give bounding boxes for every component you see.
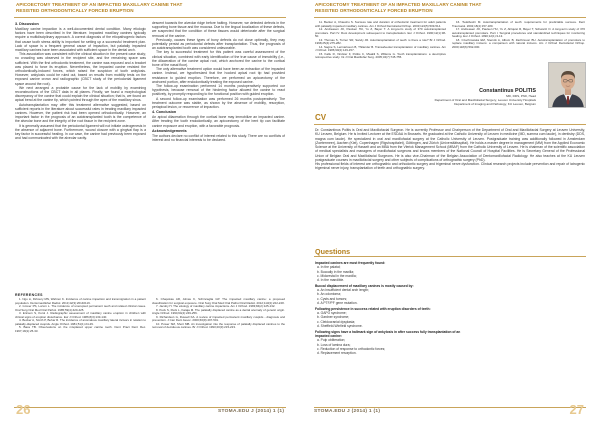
running-header-right: APICOECTOMY TREATMENT OF AN IMPACTED MAXILLARY CANINE THAT RESISTED ORTHODONTICALLY FORCED ERUPTION bbox=[315, 2, 482, 13]
answer-option: d. Replacement resorption. bbox=[317, 350, 357, 355]
references-column-3 bbox=[315, 21, 446, 63]
reference-item: 8. Peck S, Peck L, Kataja M. The palatally displaced canine as a dental anomaly of genetic origin. Angle Orthod. 1994;64(4):249-256. bbox=[152, 307, 285, 316]
reference-item: 14. Sagne S, Lennartsson B, Thilander B. Transalveolar transplantation of maxillary canines. Am J Orthod. 1986;90(2):149-157. bbox=[315, 44, 446, 53]
questions-title: Questions bbox=[315, 247, 351, 256]
author-affiliation bbox=[356, 95, 536, 107]
answer-option: d. Sheffield-Winfield syndrome. bbox=[317, 323, 363, 328]
references-column-4 bbox=[452, 21, 585, 63]
answer-option: b. An odontoma; bbox=[317, 292, 342, 297]
references-column-2 bbox=[152, 298, 285, 403]
cv-paragraph: His professional fields of interest are orthognathic and orthodontic surgery and trigeminal nerve dysfunction. Clinical research projects include prevention and repair of iatrogenic trigeminal nerve injury, transplantation of teeth and orthognathic surgery. bbox=[315, 162, 585, 171]
answer-option: b. Loss of lamina dura; bbox=[317, 342, 351, 347]
reference-item: 2. Grover PS, Lorton L. The incidence of unerupted permanent teeth and related clinical cases. Oral Surg Oral Med Oral Pathol. 1985;59(4):420-425. bbox=[15, 304, 146, 312]
reference-item: 12. Andreasen JO, Paulsen HU, Yu Z, Bayer T. A long-term study of 370 autotransplanted premolars. Part IV. Root development subsequent to transplantation. Eur J Orthod. 1990;12(1):38-50. bbox=[315, 27, 446, 39]
answer-option: b. Buccally in the maxilla; bbox=[317, 269, 355, 274]
question-text: Following persistence in success related with eruption disorders of teeth: bbox=[315, 307, 431, 312]
author-photo bbox=[548, 62, 586, 108]
journal-footer: STOMA.EDU J (2014) 1 (1) bbox=[314, 409, 381, 414]
reference-item: 3. Ericson S, Kurol J. Radiographic assessment of maxillary canine eruption in children with clinical signs of eruption disturbance. Eur J Orthod. 1986;8(3):133-140. bbox=[15, 311, 146, 319]
paragraph: descent towards the alveolar ridge before halting. However, we detected defects in the supporting bone tissue and the mucosa. Due to the lingual localization of these defects, we suspected that the condition of these tissues would deteriorate after the surgical removal of the canine. bbox=[152, 21, 285, 38]
reference-item: 7. Jacoby H. The etiology of maxillary canine impactions. Am J Orthod. 1983;84(2):125-132. bbox=[156, 304, 276, 309]
answer-option: b. Gardner syndrome; bbox=[317, 315, 350, 320]
answer-option: a. GAPO syndrome; bbox=[317, 311, 347, 316]
reference-item: 5. Bass TB. Observations on the misplaced upper canine tooth. Dent Pract Dent Rec. 1967;18(1):25-33. bbox=[15, 325, 146, 333]
footer-rule-left bbox=[14, 407, 286, 408]
right-page bbox=[300, 0, 600, 424]
question-block bbox=[315, 261, 475, 282]
question-block bbox=[315, 330, 475, 355]
page-number-right: 27 bbox=[569, 402, 584, 417]
answer-option: c. Cleidocranial dysplasia; bbox=[317, 319, 356, 324]
reference-item: 11. Becker A, Chaushu S. Success rate and duration of orthodontic treatment for adult patients with palatally impacted maxillary canines. Am J Orthod Dentofacial Orthop. 2003;124(5):509-514. bbox=[315, 21, 446, 28]
section-title-discussion: 3. Discussion bbox=[15, 22, 39, 26]
paragraph: The only alternative treatment option would have been an extraction of the impacted canine. Instead, we hypothesized that the hooked apical root tip had provided resistance to guided eruption. Therefore, we performed an apicoectomy of the anchored portion, after endodontically treating the exposed canine. bbox=[152, 67, 285, 84]
cv-rule bbox=[314, 124, 586, 125]
author-box bbox=[314, 62, 586, 108]
cv-text bbox=[315, 128, 585, 171]
answer-option: d. A PTF/PF gene mutation. bbox=[317, 300, 358, 305]
cv-title: CV bbox=[315, 113, 327, 122]
acknowledgements-title: Acknowledgements bbox=[152, 128, 187, 133]
reference-item: 9. Richardson G, Russell KA. A review of impacted permanent maxillary cuspids - diagnosis and prevention. J Can Dent Assoc. 2000;66(9):497-501. bbox=[152, 314, 285, 323]
discussion-column bbox=[15, 21, 146, 290]
questions-list bbox=[315, 259, 475, 355]
answer-option: a. Pulp obliteration; bbox=[317, 338, 346, 343]
answer-option: c. Midcrestal in the maxilla; bbox=[317, 273, 357, 278]
reference-item: 13. Thomas S, Turner SR, Sandy JR. Autotransplantation of teeth: is there a role? Br J Orthod. 1998;25(4):275-282. bbox=[315, 37, 446, 46]
question-block bbox=[315, 284, 475, 305]
discussion-column-2 bbox=[152, 21, 285, 290]
author-institution: Department of Imaging and Pathology, KU Leuven, Belgium bbox=[454, 101, 536, 106]
paragraph: A second follow-up examination was performed 26 months postoperatively. The treatment outcome was stable, as shown by the absence of mobility, resorption, periapical lesion, or recurrence of impaction. bbox=[152, 96, 285, 110]
reference-item: 17. Andreasen JO, Paulsen HU, Yu Z, Ahlquist R, Bayer T, Schwartz O. A long-term study of 370 autotransplanted premolars. Part I. Surgical procedures and standardized techniques for monitoring healing. Eur J Orthod. 1990;12(1):3-13. bbox=[452, 27, 585, 39]
answer-option: a. An insufficient dental arch length; bbox=[317, 288, 369, 293]
question-text: Buccal displacement of maxillary canines is mostly caused by: bbox=[315, 284, 414, 289]
section-title-conclusion: 4. Conclusion bbox=[152, 110, 177, 115]
answer-option: d. In the mandible. bbox=[317, 277, 345, 282]
page-number-left: 26 bbox=[16, 402, 31, 417]
reference-item: 15. Kallu R, Vinckier F, Politis C, Mwalili S, Willems G. Tooth transplantations: a descriptive retrospective study. Int J Oral Maxillofac Surg. 2005;34(7):745-755. bbox=[315, 51, 446, 60]
paragraph: The follow-up examination performed 14 months postoperatively supported our hypothesis, because removal of the hindering factor allowed the canine to react positively, by promptly responding to the functional position with guided eruption. bbox=[152, 84, 285, 97]
running-header-left: APICOECTOMY TREATMENT OF AN IMPACTED MAXILLARY CANINE THAT RESISTED ORTHODONTICALLY FORCED ERUPTION bbox=[16, 2, 183, 13]
cv-paragraph: Dr. Constantinus Politis is Oral and Maxillofacial Surgeon. He is currently Professor and Chairperson of the Department of Oral and Maxillofacial Surgery at Leuven University, KU Leuven, Belgium. He is Invited Lecturer at the ESDAA in Brussels. He graduated at the Catholic University of Leuven in medicine (MD, summa cum laude), in dentistry (DDS, magna cum laude). He specialized in oral and maxillofacial surgery at the Catholic University of Leuven. Postgraduate training was additionally followed in Amsterdam (Zoetermeer), Aachen (Kiel), Copenhagen (Rigshospitalet), Göttingen, and Zürich (Universitätsspital). He holds a master degree in management (MM) from the Applied Economic Science at the University of Hasselt and an MBA from the Vlerick Management School (MBAF) from the Catholic University of Leuven. He is chairman of the scientific association of medical specialists and managers of maxillofacial surgeons and knows members of the National Council of Hospital Facilities. He is Secretary General of the Professional Union of Belgian Oral and Maxillofacial Surgeons. He is also vice-Chairman of the Belgian Association of Dentomaxillofacial Radiology. He also teaches at the KU Leuven postgraduate courses in maxillofacial surgery and other subjects of complications of orthognathic surgery (PhD). bbox=[315, 128, 585, 162]
references-title: REFERENCES bbox=[15, 293, 43, 297]
paragraph: It is generally assumed that the periodontal ligament will not initiate osteogenesis in the absence of adjacent bone. Furthermore, wound closure with a gingival flap is a key factor in successful healing. In our case, the canine had previously been exposed and had communicated with the alveolar cavity. bbox=[15, 123, 146, 141]
author-name: Constantinus POLITIS bbox=[479, 88, 536, 94]
paragraph: We next arranged a probable cause for the lack of mobility by examining reconstructions of the CBCT data in all planes. Finally, we found a morphological discrepancy of the canine that could explain the clinical situation; that is, we found an apical bend at the canine tip, which pointed through the apex of the maxillary sinus. bbox=[15, 85, 146, 103]
paragraph: Maxillary canine impaction is a well-documented dental condition. Many etiologic factors have been described in the literature. Impacted maxillary canines typically require a multidisciplinary approach. A correct diagnosis of the etiopathogenic factors that cause tooth stress ability is important for setting up a successful treatment plan. Lack of space is a frequent general cause of impaction, but palatally impacted maxillary canines have been associated with sufficient space in the dental arch. bbox=[15, 27, 146, 53]
reference-item: 18. Czochrowska EM, Stenvik A, Album B, Zachrisson BU. Autotransplantation of premolars to replace maxillary incisors: a comparison with natural incisors. Am J Orthod Dentofacial Orthop. 2000;118(6):592-600. bbox=[452, 37, 585, 49]
references-column-1 bbox=[15, 293, 146, 403]
journal-footer: STOMA.EDU J (2014) 1 (1) bbox=[218, 409, 285, 414]
header-rule-left bbox=[14, 17, 286, 18]
reference-item: 10. Power SM, Short MB. An investigation into the response of palatally displaced canines to the removal of deciduous canines. Br J Orthod. 1993;20(3):215-223. bbox=[152, 321, 285, 330]
paragraph: The key to successful treatment for this patient was careful assessment of the clinical situation, combined with early identification of the true cause of immobility (i.e., the dilaceration of the canine apical root, which anchored the canine to the cortical bone of the nasal floor). bbox=[152, 50, 285, 68]
footer-rule-right bbox=[314, 407, 586, 408]
reference-item: 1. Ngo Li, Fkhoury MN, Wahren K. Incidence of canine impaction and transmigration in a patient population. Dentomaxillofac Radiol. 2013;42(3):20140119. bbox=[15, 297, 146, 305]
header-rule-right bbox=[314, 17, 586, 18]
reference-item: 6. Chapokas AR, Almas K, Schincaglia GP. The impacted maxillary canine: a proposed classification for surgical exposure. Oral Surg Oral Med Oral Pathol Oral Radiol. 2012;113(2):222-228. bbox=[152, 298, 285, 305]
answer-option: c. Cysts and tumors; bbox=[317, 296, 348, 301]
reference-item: 16. Tsukiboshi M. Autotransplantation of teeth: requirements for predictable success. Dent Traumatol. 2002;18(4):157-180. bbox=[452, 21, 585, 28]
answer-option: a. In the palatal; bbox=[317, 265, 341, 270]
question-block bbox=[315, 307, 475, 328]
questions-rule bbox=[314, 256, 586, 257]
author-degrees: MD, DDS, PhD, Head bbox=[506, 94, 536, 98]
author-portrait-image bbox=[549, 63, 586, 108]
answer-option: c. Reduction of response to orthodontic forces; bbox=[317, 346, 386, 351]
acknowledgements-text: The authors declare no conflict of interest related to this study. There are no conflicts of interest and no financial interests to be declared. bbox=[152, 133, 285, 143]
paragraph: This association was consistent with the clinical situation in the present case study; no crowding was observed in the recipient site, and the remaining space was sufficient. With the first orthodontic treatment, the canine was exposed and a bracket was placed to force its eruption. Nevertheless, the impacted canine resisted the orthodontically-induced forces, which raised the suspicion of tooth ankylosis. However, ankylosis could be ruled out, based on results from mobility tests on the exposed canine crown and radiographic (CBCT study of the periodontal ligament space around the root). bbox=[15, 52, 146, 86]
paragraph: Autotransplantation may offer this treatment alternative suggested, based on sufficient reports in the literature about successful rates in treating maxillary impacted canines. However, the patient risk had been opened orthodontically. However, an important factor in the prognosis of an autotransplanted tooth is the competence of the alveolar bone and the integrity of the root tissue in the recipient zone. bbox=[15, 102, 146, 124]
question-text: Following signs have a hallmark sign of ankylosis in after success fully transplantation of an impacted canine: bbox=[315, 330, 461, 339]
author-department: Department of Oral and Maxillofacial Surgery, Leuven University Hospitals bbox=[434, 97, 536, 102]
reference-item: 4. Becker A, Smith P, Behar R. The incidence of anomalous maxillary lateral incisors in relation to palatally-displaced cuspids. Angle Orthod. 1981;51(1):24-29. bbox=[15, 318, 146, 326]
paragraph: Previously, causes these types of bony defects do not close optimally, they may potentially persist as periodontal defects after transplantation. Thus, the prognosis of an autotransplanted tooth was considered unfavorable. bbox=[152, 37, 285, 51]
question-text: Impacted canines are most frequently found: bbox=[315, 261, 386, 266]
conclusion-text: An apical dilaceration through the cortical bone may immobilize an impacted canine. After treating the tooth endodontically, an apicoectomy of the bent tip can facilitate canine exposure and eruption, with a favorable prognosis. bbox=[152, 115, 285, 128]
